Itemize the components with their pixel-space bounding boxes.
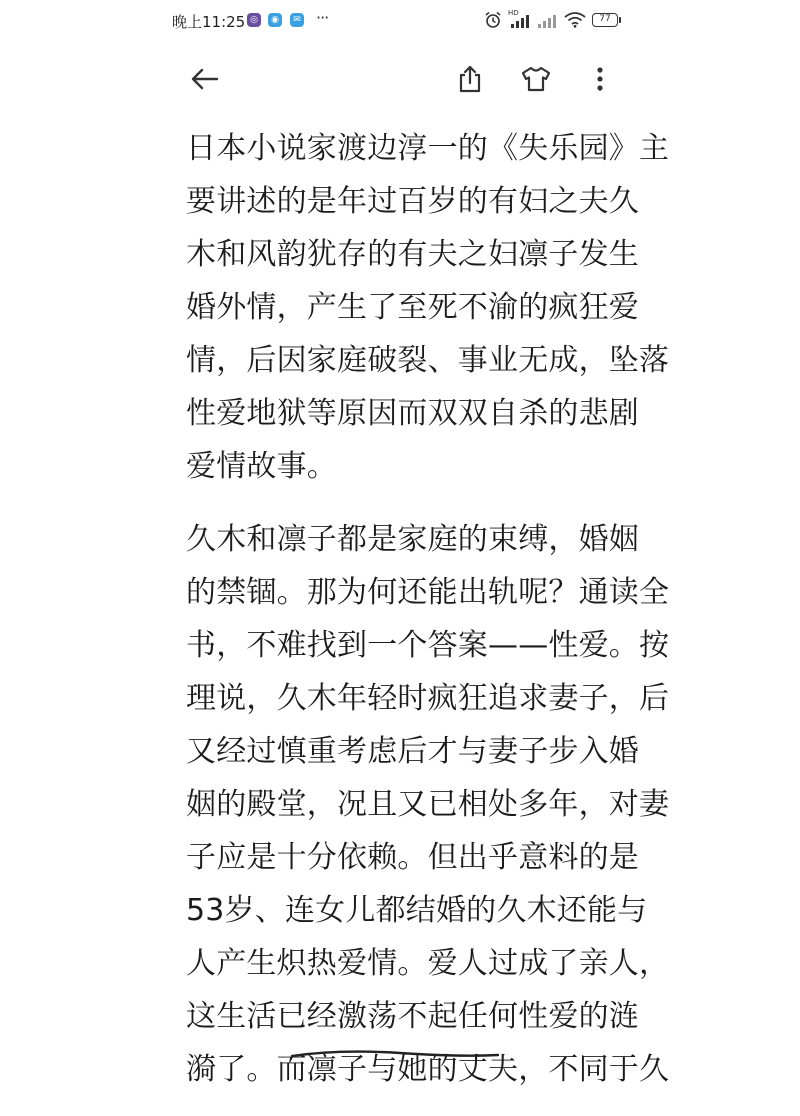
article-body [186, 122, 670, 1116]
text-line: 这生活已经激荡不起任何性爱的涟 [186, 999, 639, 1034]
text-line: 的禁锢。那为何还能出轨呢？通读全 [186, 575, 670, 610]
status-time: 晚上11:25 [172, 13, 246, 31]
text-line: 人产生炽热爱情。爱人过成了亲人， [186, 946, 670, 981]
article-paragraph-1 [186, 122, 670, 493]
text-line: 要讲述的是年过百岁的有妇之夫久 [186, 184, 639, 219]
wifi-icon [564, 12, 586, 28]
text-line: 理说，久木年轻时疯狂追求妻子，后 [186, 681, 670, 716]
text-line: 久木和凛子都是家庭的束缚，婚姻 [186, 522, 639, 557]
text-line: 情，后因家庭破裂、事业无成，坠落 [186, 343, 670, 378]
text-line: 婚外情，产生了至死不渝的疯狂爱 [186, 290, 639, 325]
notification-app-icon-1: ◎ [247, 13, 261, 27]
status-bar [0, 0, 800, 44]
cell-signal-2-icon [537, 15, 559, 29]
cell-signal-icon [510, 15, 534, 29]
text-line: 又经过慎重考虑后才与妻子步入婚 [186, 734, 639, 769]
share-button[interactable] [450, 59, 490, 99]
back-button[interactable] [184, 59, 224, 99]
alarm-icon [484, 11, 502, 29]
text-line: 子应是十分依赖。但出乎意料的是 [186, 840, 639, 875]
battery-tip [619, 17, 621, 23]
text-line: 性爱地狱等原因而双双自杀的悲剧 [186, 396, 639, 431]
more-options-button[interactable] [580, 59, 620, 99]
more-notifications-indicator: ··· [316, 8, 329, 27]
highlight-underline-mark [290, 1047, 500, 1061]
text-line: 木和风韵犹存的有夫之妇凛子发生 [186, 237, 639, 272]
text-line: 书，不难找到一个答案——性爱。按 [186, 628, 670, 663]
back-arrow-icon [189, 67, 219, 91]
notification-app-icon-3: ✉ [290, 13, 304, 27]
battery-indicator: 77 [592, 13, 618, 27]
text-line: 日本小说家渡边淳一的《失乐园》主 [186, 131, 670, 166]
text-line: 53岁、连女儿都结婚的久木还能与 [186, 893, 648, 928]
text-line: 爱情故事。 [186, 449, 337, 484]
reader-toolbar [0, 44, 800, 114]
theme-button[interactable] [516, 59, 556, 99]
text-line: 姻的殿堂，况且又已相处多年，对妻 [186, 787, 670, 822]
hd-label: HD [508, 9, 519, 17]
article-paragraph-2 [186, 513, 670, 1096]
tshirt-icon [521, 66, 551, 92]
notification-app-icon-2: ◉ [268, 13, 282, 27]
share-icon [457, 65, 483, 93]
more-vertical-icon [596, 66, 604, 92]
text-line: 漪了。而凛子与她的丈夫，不同于久 [186, 1052, 670, 1087]
